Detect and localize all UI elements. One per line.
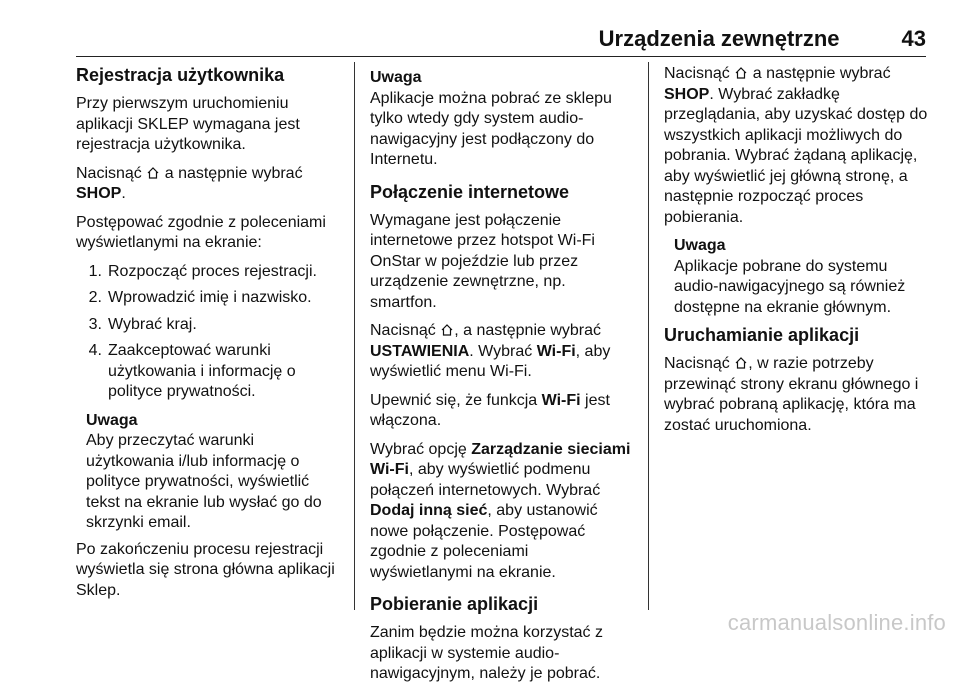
home-icon [440, 323, 454, 337]
step-text: Wprowadzić imię i nazwisko. [108, 289, 312, 306]
list-item [76, 315, 338, 336]
text: Upewnić się, że funkcja [370, 391, 538, 409]
paragraph-shop [664, 64, 930, 228]
step-number: 3. [88, 315, 102, 333]
text: , aby ustanowić nowe połączenie. Postępować zgodnie z poleceniami wyświetlanymi na ekranie. [370, 502, 598, 581]
column-divider-2 [648, 62, 649, 610]
step-text: Wybrać kraj. [108, 315, 197, 333]
paragraph-follow: Postępować zgodnie z poleceniami wyświetlanymi na ekranie: [76, 213, 326, 251]
text: a następnie wybrać [752, 65, 891, 82]
paragraph-connection-required: Wymagane jest połączenie internetowe przez hotspot Wi-Fi OnStar w pojeździe lub przez urządzenie zewnętrzne, np. smartfon. [370, 211, 595, 311]
home-icon [734, 356, 748, 370]
list-item [76, 341, 338, 403]
watermark: carmanualsonline.info [727, 610, 946, 635]
home-icon [146, 166, 160, 180]
text: Nacisnąć [664, 355, 730, 372]
note-block [86, 411, 338, 534]
paragraph-press-home [76, 164, 338, 205]
step-number: 4. [88, 342, 102, 359]
wifi-label: Wi-Fi [536, 342, 576, 360]
registration-steps [76, 262, 338, 403]
text: . Wybrać zakładkę przeglądania, aby uzyskać dostęp do wszystkich aplikacji możliwych do pobrania. Wybrać żądaną aplikację, aby wyświetlić jej główną stronę, a następnie rozpocząć proces pobierania. [664, 85, 928, 226]
page-header [76, 26, 926, 56]
text: , aby wyświetlić podmenu połączeń internetowych. Wybrać [370, 461, 601, 499]
step-number: 1. [88, 262, 102, 280]
list-item [76, 262, 338, 283]
step-text: Rozpocząć proces rejestracji. [108, 262, 317, 280]
text: , aby wyświetlić menu Wi-Fi. [370, 342, 611, 380]
home-icon [734, 66, 748, 80]
note-text: Aby przeczytać warunki użytkowania i/lub informację o polityce prywatności, wyświetlić tekst na ekranie lub wysłać go do skrzynki email. [86, 432, 322, 531]
wifi-label: Wi-Fi [541, 391, 581, 409]
note-title: Uwaga [674, 237, 726, 254]
text: . [121, 185, 126, 202]
column-3 [664, 64, 930, 444]
note-block [674, 236, 930, 318]
text: , w razie potrzeby przewinąć strony ekranu głównego i wybrać pobraną aplikację, która ma zostać uruchomiona. [664, 355, 919, 434]
note-title: Uwaga [86, 411, 138, 429]
text: Nacisnąć [76, 164, 142, 182]
header-rule [76, 56, 926, 57]
step-text: Zaakceptować warunki użytkowania i informację o polityce prywatności. [108, 342, 296, 400]
heading-launch-apps: Uruchamianie aplikacji [664, 325, 860, 345]
shop-label: SHOP [76, 185, 122, 202]
add-network-label: Dodaj inną sieć [370, 502, 488, 519]
column-1 [76, 64, 338, 609]
step-number: 2. [88, 289, 102, 306]
note-text: Aplikacje można pobrać ze sklepu tylko wtedy gdy system audio-nawigacyjny jest podłączony do Internetu. [370, 89, 612, 168]
text: a następnie wybrać [164, 164, 303, 182]
note-text: Aplikacje pobrane do systemu audio-nawigacyjnego są również dostępne na ekranie głównym. [674, 257, 906, 316]
note-title: Uwaga [370, 69, 422, 86]
note-block [370, 68, 632, 171]
paragraph-settings [370, 321, 632, 383]
text: Wybrać opcję [370, 440, 467, 458]
heading-user-registration: Rejestracja użytkownika [76, 65, 285, 85]
text: Nacisnąć [664, 65, 730, 82]
paragraph-launch [664, 354, 930, 436]
manage-networks-label: Zarządzanie sieciami Wi-Fi [370, 440, 631, 478]
heading-download-apps: Pobieranie aplikacji [370, 594, 539, 614]
text: jest włączona. [370, 391, 610, 429]
paragraph-manage-networks [370, 440, 632, 584]
heading-internet-connection: Połączenie internetowe [370, 181, 570, 202]
text: . Wybrać [469, 342, 533, 360]
page-number: 43 [901, 26, 926, 51]
text: , a następnie wybrać [454, 322, 602, 339]
paragraph-finish: Po zakończeniu procesu rejestracji wyświetla się strona główna aplikacji Sklep. [76, 540, 335, 599]
paragraph-wifi-on [370, 391, 632, 432]
text: Nacisnąć [370, 322, 436, 339]
settings-label: USTAWIENIA [370, 342, 470, 360]
section-title: Urządzenia zewnętrzne [598, 26, 840, 51]
column-divider-1 [354, 62, 355, 610]
paragraph-intro: Przy pierwszym uruchomieniu aplikacji SKLEP wymagana jest rejestracja użytkownika. [76, 95, 300, 153]
shop-label: SHOP [664, 85, 710, 103]
paragraph-before-use: Zanim będzie można korzystać z aplikacji w systemie audio-nawigacyjnym, należy je pobrać. [370, 624, 603, 682]
list-item [76, 288, 338, 309]
column-2 [370, 64, 632, 693]
